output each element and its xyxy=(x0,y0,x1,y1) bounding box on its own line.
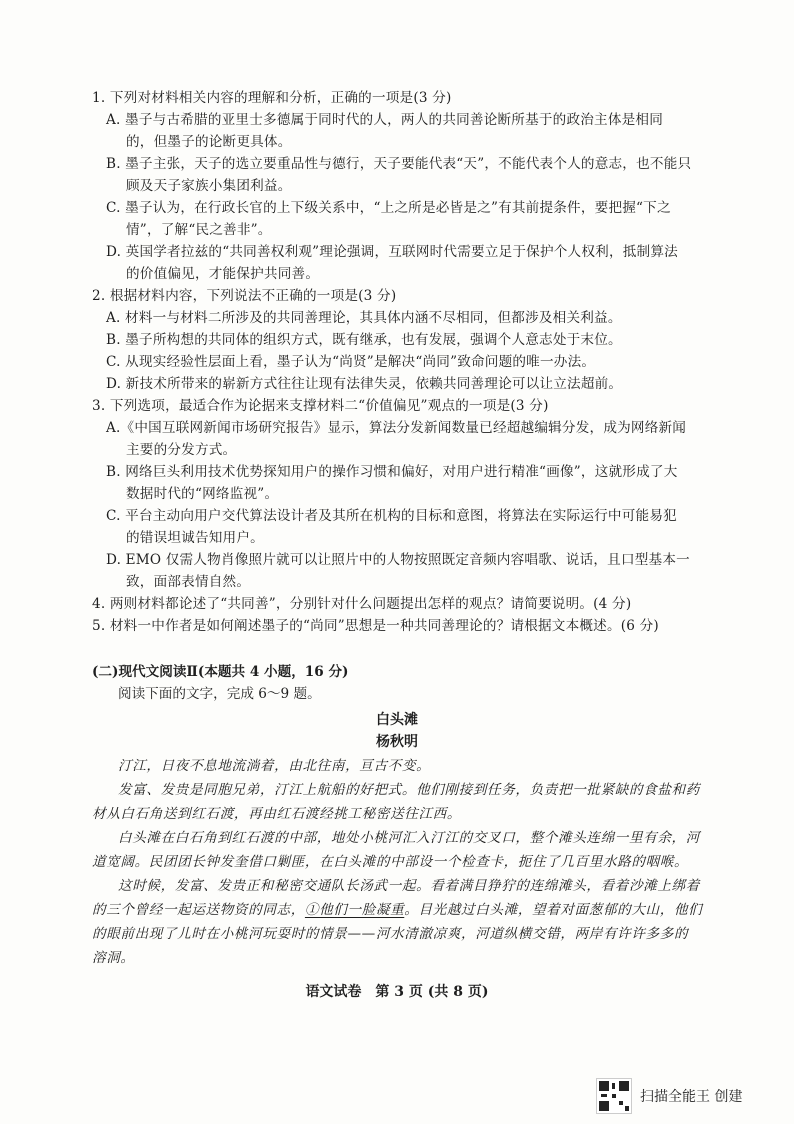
reading-instruction: 阅读下面的文字，完成 6～9 题。 xyxy=(118,686,321,702)
story-paragraph-2-cont: 材从白石角送到红石渡，再由红石渡经挑工秘密送往江西。 xyxy=(92,806,462,822)
story-paragraph-4: 这时候，发富、发贵正和秘密交通队长汤武一起。看着满目狰狞的连绵滩头，看着沙滩上绑着 xyxy=(118,878,700,894)
section-heading: (二)现代文阅读Ⅱ(本题共 4 小题，16 分) xyxy=(92,664,349,680)
q3-option-c: C. 平台主动向用户交代算法设计者及其所在机构的目标和意图，将算法在实际运行中可能易犯 xyxy=(106,508,677,524)
q1-option-b-cont: 顾及天子家族小集团利益。 xyxy=(126,178,292,194)
story-paragraph-3: 白头滩在白石角到红石渡的中部，地处小桃河汇入汀江的交叉口，整个滩头连绵一里有余，河 xyxy=(118,830,700,846)
q3-option-d-cont: 致，面部表情自然。 xyxy=(126,574,251,590)
story-paragraph-1: 汀江，日夜不息地流淌着，由北往南，亘古不变。 xyxy=(118,758,431,774)
story-text: 的三个曾经一起运送物资的同志， xyxy=(92,902,305,918)
q2-option-d: D. 新技术所带来的崭新方式往往让现有法律失灵，依赖共同善理论可以让立法超前。 xyxy=(106,376,623,392)
story-paragraph-2: 发富、发贵是同胞兄弟，汀江上航船的好把式。他们刚接到任务，负责把一批紧缺的食盐和药 xyxy=(118,782,700,798)
scanner-watermark xyxy=(596,1076,742,1116)
q2-option-a: A. 材料一与材料二所涉及的共同善理论，其具体内涵不尽相同，但都涉及相关利益。 xyxy=(106,310,622,326)
q3-option-d: D. EMO 仅需人物肖像照片就可以让照片中的人物按照既定音频内容唱歌、说话，且口型基本一 xyxy=(106,552,690,568)
q2-option-c: C. 从现实经验性层面上看，墨子认为“尚贤”是解决“尚同”致命问题的唯一办法。 xyxy=(106,354,596,370)
story-author: 杨秋明 xyxy=(376,734,418,750)
underlined-sentence-1: ①他们一脸凝重 xyxy=(304,902,405,918)
story-text: 。目光越过白头滩，望着对面葱郁的大山，他们 xyxy=(404,902,703,918)
story-paragraph-3-cont: 道宽阔。民团团长钟发奎借口剿匪，在白头滩的中部设一个检查卡，扼住了几百里水路的咽喉。 xyxy=(92,854,689,870)
q3-option-a-cont: 主要的分发方式。 xyxy=(126,442,237,458)
q1-option-a-cont: 的，但墨子的论断更具体。 xyxy=(126,134,292,150)
q1-option-d-cont: 的价值偏见，才能保护共同善。 xyxy=(126,266,320,282)
question-4: 4. 两则材料都论述了“共同善”，分别针对什么问题提出怎样的观点？请简要说明。(4 分) xyxy=(92,596,632,612)
q3-option-b: B. 网络巨头利用技术优势探知用户的操作习惯和偏好，对用户进行精准“画像”，这就形成了大 xyxy=(106,464,678,480)
question-5: 5. 材料一中作者是如何阐述墨子的“尚同”思想是一种共同善理论的？请根据文本概述。(6 分) xyxy=(92,618,659,634)
scanner-label: 扫描全能王 创建 xyxy=(640,1089,743,1105)
q3-option-c-cont: 的错误坦诚告知用户。 xyxy=(126,530,264,546)
question-3-stem: 3. 下列选项，最适合作为论据来支撑材料二“价值偏见”观点的一项是(3 分) xyxy=(92,398,549,414)
story-paragraph-4-line-4: 溶洞。 xyxy=(92,950,135,966)
story-paragraph-4-line-2 xyxy=(92,898,728,922)
story-paragraph-4-line-3: 的眼前出现了儿时在小桃河玩耍时的情景——河水清澈凉爽，河道纵横交错，两岸有许许多多的 xyxy=(92,926,689,942)
q1-option-c-cont: 情”，了解“民之善非”。 xyxy=(126,222,272,238)
q1-option-b: B. 墨子主张，天子的选立要重品性与德行，天子要能代表“天”，不能代表个人的意志，也不能只 xyxy=(106,156,692,172)
story-title: 白头滩 xyxy=(376,712,418,728)
qr-code-icon xyxy=(596,1078,632,1114)
page-footer: 语文试卷 第 3 页 (共 8 页) xyxy=(305,984,489,1000)
q1-option-a: A. 墨子与古希腊的亚里士多德属于同时代的人，两人的共同善论断所基于的政治主体是相同 xyxy=(106,112,664,128)
question-2-stem: 2. 根据材料内容，下列说法不正确的一项是(3 分) xyxy=(92,288,397,304)
q1-option-d: D. 英国学者拉兹的“共同善权利观”理论强调，互联网时代需要立足于保护个人权利，抵制算法 xyxy=(106,244,678,260)
q1-option-c: C. 墨子认为，在行政长官的上下级关系中，“上之所是必皆是之”有其前提条件，要把握“下之 xyxy=(106,200,671,216)
question-1-stem: 1. 下列对材料相关内容的理解和分析，正确的一项是(3 分) xyxy=(92,90,452,106)
q2-option-b: B. 墨子所构想的共同体的组织方式，既有继承，也有发展，强调个人意志处于末位。 xyxy=(106,332,622,348)
q3-option-b-cont: 数据时代的“网络监视”。 xyxy=(126,486,279,502)
q3-option-a: A.《中国互联网新闻市场研究报告》显示，算法分发新闻数量已经超越编辑分发，成为网络新闻 xyxy=(106,420,687,436)
